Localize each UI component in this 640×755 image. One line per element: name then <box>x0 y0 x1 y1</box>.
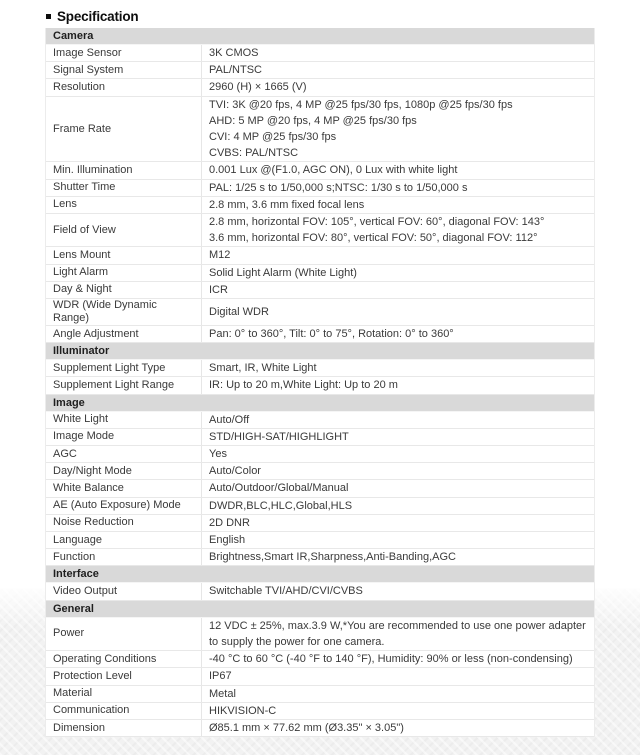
page-title-label: Specification <box>57 9 139 24</box>
spec-value-line: CVI: 4 MP @25 fps/30 fps <box>209 131 337 144</box>
spec-label: Lens Mount <box>53 249 111 262</box>
spec-label: AE (Auto Exposure) Mode <box>53 499 181 512</box>
spec-row <box>46 180 594 197</box>
spec-row <box>46 480 594 497</box>
spec-value-line: Solid Light Alarm (White Light) <box>209 266 357 279</box>
spec-row <box>46 97 594 163</box>
spec-value <box>201 532 594 548</box>
spec-label: White Light <box>53 413 109 426</box>
spec-label: Video Output <box>53 585 118 598</box>
spec-value <box>201 618 594 650</box>
spec-value <box>201 282 594 298</box>
spec-value-line: IR: Up to 20 m,White Light: Up to 20 m <box>209 379 398 392</box>
spec-value-line: 2D DNR <box>209 516 250 529</box>
page-title <box>46 9 138 24</box>
spec-value <box>201 377 594 393</box>
spec-row <box>46 197 594 214</box>
spec-value-line: 2.8 mm, horizontal FOV: 105°, vertical FOV: 60°, diagonal FOV: 143° <box>209 216 545 229</box>
spec-value-line: -40 °C to 60 °C (-40 °F to 140 °F), Humidity: 90% or less (non-condensing) <box>209 653 573 666</box>
spec-value <box>201 180 594 196</box>
spec-row <box>46 326 594 343</box>
spec-row <box>46 720 594 737</box>
spec-label: Image Mode <box>53 430 115 443</box>
spec-label: Material <box>53 687 93 700</box>
spec-value <box>201 549 594 565</box>
spec-value <box>201 429 594 445</box>
section-header-row <box>46 28 594 45</box>
spec-value-line: Pan: 0° to 360°, Tilt: 0° to 75°, Rotation: 0° to 360° <box>209 328 454 341</box>
spec-value <box>201 515 594 531</box>
section-header-row <box>46 395 594 412</box>
spec-row <box>46 299 594 326</box>
spec-row <box>46 549 594 566</box>
spec-row <box>46 265 594 282</box>
spec-row <box>46 79 594 96</box>
spec-value-line: Switchable TVI/AHD/CVI/CVBS <box>209 585 363 598</box>
spec-label: Min. Illumination <box>53 164 133 177</box>
spec-row <box>46 583 594 600</box>
section-header-row <box>46 343 594 360</box>
spec-value-line: 3K CMOS <box>209 47 259 59</box>
section-title: Illuminator <box>53 345 110 358</box>
spec-value-line: Digital WDR <box>209 305 269 318</box>
spec-value-line: 2960 (H) × 1665 (V) <box>209 81 307 94</box>
spec-value-line: English <box>209 534 246 547</box>
spec-row <box>46 703 594 720</box>
spec-value <box>201 299 594 325</box>
spec-label: AGC <box>53 447 77 460</box>
spec-label: Lens <box>53 198 77 211</box>
section-title: Interface <box>53 568 99 581</box>
spec-value <box>201 703 594 719</box>
spec-value-line: Auto/Color <box>209 465 261 478</box>
section-header-row <box>46 601 594 618</box>
spec-label: Function <box>53 550 96 563</box>
spec-value <box>201 265 594 281</box>
spec-label: Communication <box>53 704 130 717</box>
spec-value-line: DWDR,BLC,HLC,Global,HLS <box>209 499 353 512</box>
spec-row <box>46 618 594 651</box>
spec-value-line: Auto/Off <box>209 413 250 426</box>
spec-row <box>46 515 594 532</box>
spec-value-line: 3.6 mm, horizontal FOV: 80°, vertical FOV: 50°, diagonal FOV: 112° <box>209 232 538 245</box>
spec-value-line: M12 <box>209 249 231 262</box>
spec-value <box>201 412 594 428</box>
spec-label: Dimension <box>53 721 105 734</box>
spec-label: Noise Reduction <box>53 516 134 529</box>
spec-value-line: Ø85.1 mm × 77.62 mm (Ø3.35" × 3.05") <box>209 721 404 734</box>
spec-label: Image Sensor <box>53 46 122 59</box>
spec-value-line: 0.001 Lux @(F1.0, AGC ON), 0 Lux with white light <box>209 164 458 177</box>
section-header-row <box>46 566 594 583</box>
spec-label: Language <box>53 533 102 546</box>
spec-label: Supplement Light Range <box>53 379 175 392</box>
spec-row <box>46 360 594 377</box>
spec-value-line: 12 VDC ± 25%, max.3.9 W,*You are recommended to use one power adapter to supply the power for one camera. <box>209 619 586 648</box>
spec-label: Resolution <box>53 81 105 93</box>
spec-row <box>46 162 594 179</box>
spec-value <box>201 247 594 263</box>
spec-row <box>46 651 594 668</box>
section-title: Image <box>53 396 85 409</box>
spec-value-line: IP67 <box>209 670 232 683</box>
spec-value <box>201 668 594 684</box>
spec-value <box>201 498 594 514</box>
spec-value <box>201 214 594 246</box>
spec-row <box>46 247 594 264</box>
spec-label: Supplement Light Type <box>53 361 166 374</box>
spec-value-line: TVI: 3K @20 fps, 4 MP @25 fps/30 fps, 1080p @25 fps/30 fps <box>209 98 513 111</box>
spec-value <box>201 651 594 667</box>
spec-row <box>46 686 594 703</box>
spec-value <box>201 162 594 178</box>
spec-table <box>45 28 595 737</box>
spec-label: Light Alarm <box>53 266 109 279</box>
spec-value-line: Brightness,Smart IR,Sharpness,Anti-Banding,AGC <box>209 551 457 564</box>
spec-row <box>46 446 594 463</box>
section-title: General <box>53 602 94 615</box>
spec-row <box>46 412 594 429</box>
spec-row <box>46 463 594 480</box>
spec-value-line: PAL: 1/25 s to 1/50,000 s;NTSC: 1/30 s to 1/50,000 s <box>209 181 468 194</box>
section-title: Camera <box>53 30 94 42</box>
spec-value <box>201 463 594 479</box>
spec-value <box>201 97 594 162</box>
spec-label: Field of View <box>53 223 116 236</box>
spec-value-line: HIKVISION-C <box>209 704 277 717</box>
spec-label: Angle Adjustment <box>53 327 139 340</box>
spec-value-line: Metal <box>209 687 236 700</box>
spec-value-line: ICR <box>209 283 228 296</box>
spec-label: Shutter Time <box>53 181 116 194</box>
spec-value-line: STD/HIGH-SAT/HIGHLIGHT <box>209 430 349 443</box>
spec-row <box>46 498 594 515</box>
spec-value-line: 2.8 mm, 3.6 mm fixed focal lens <box>209 198 365 211</box>
spec-value <box>201 583 594 599</box>
spec-value-line: Auto/Outdoor/Global/Manual <box>209 482 349 495</box>
spec-row <box>46 214 594 247</box>
spec-label: Operating Conditions <box>53 652 157 665</box>
bullet-icon <box>46 14 51 19</box>
spec-value <box>201 62 594 78</box>
spec-row <box>46 377 594 394</box>
spec-label: WDR (Wide Dynamic Range) <box>53 299 157 325</box>
spec-row <box>46 282 594 299</box>
spec-value <box>201 686 594 702</box>
spec-label: Signal System <box>53 63 124 76</box>
spec-row <box>46 62 594 79</box>
spec-label: Protection Level <box>53 669 132 682</box>
spec-value-line: AHD: 5 MP @20 fps, 4 MP @25 fps/30 fps <box>209 114 417 127</box>
spec-value <box>201 326 594 342</box>
spec-row <box>46 45 594 62</box>
spec-label: Frame Rate <box>53 122 112 135</box>
spec-label: White Balance <box>53 482 124 495</box>
spec-label: Day/Night Mode <box>53 464 132 477</box>
spec-value-line: CVBS: PAL/NTSC <box>209 147 299 160</box>
spec-value <box>201 197 594 213</box>
spec-label: Day & Night <box>53 283 112 296</box>
spec-value-line: Yes <box>209 448 227 461</box>
spec-row <box>46 532 594 549</box>
spec-value-line: PAL/NTSC <box>209 64 262 77</box>
spec-value-line: Smart, IR, White Light <box>209 362 317 375</box>
spec-row <box>46 668 594 685</box>
spec-value <box>201 79 594 95</box>
spec-value <box>201 45 594 61</box>
spec-value <box>201 360 594 376</box>
spec-value <box>201 480 594 496</box>
spec-value <box>201 720 594 736</box>
spec-row <box>46 429 594 446</box>
spec-value <box>201 446 594 462</box>
spec-label: Power <box>53 627 85 640</box>
